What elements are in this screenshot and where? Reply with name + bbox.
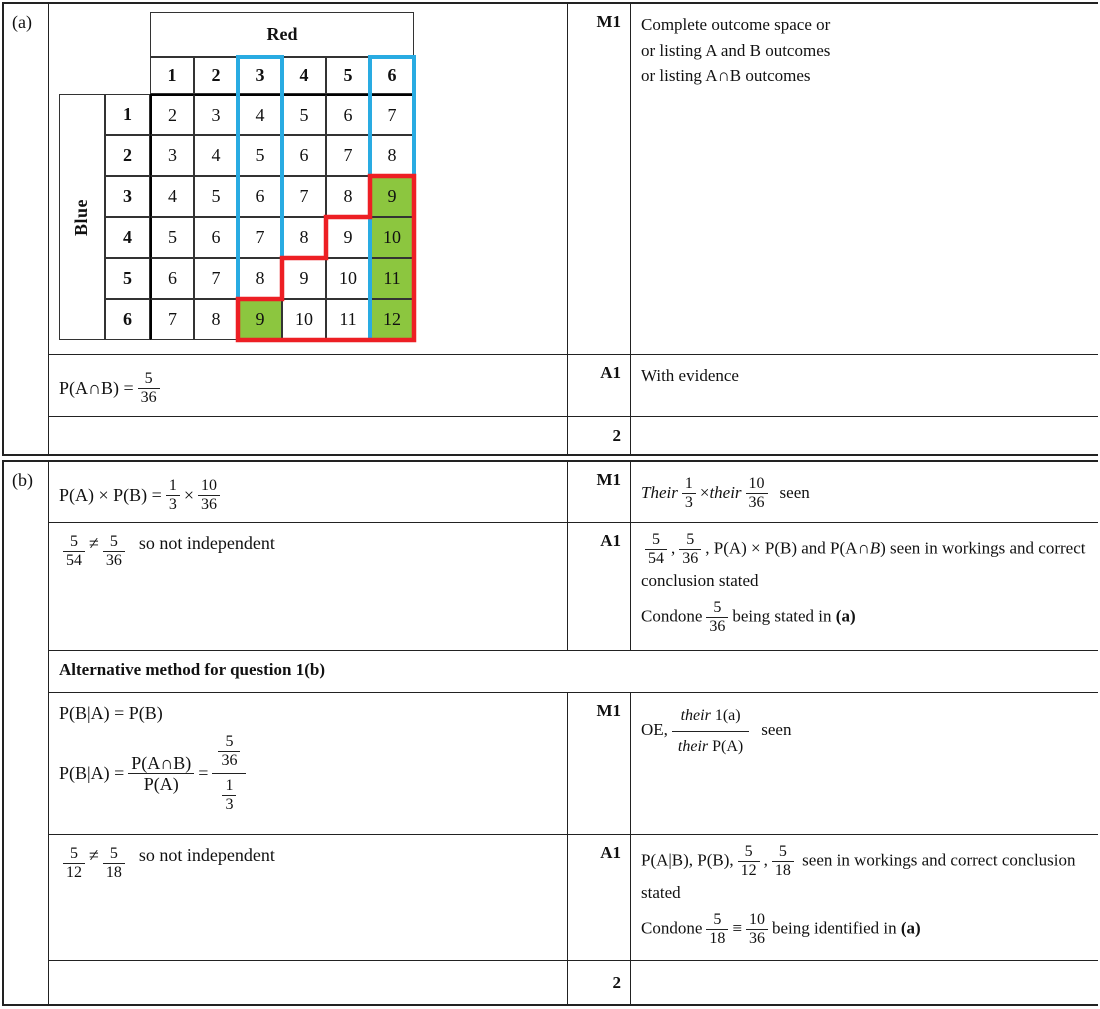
answer-b-conclusion (49, 522, 567, 650)
part-label-a (4, 4, 49, 454)
outcome-cell: 8 (194, 299, 238, 340)
answer-b-empty (49, 960, 567, 1004)
fraction: 5 18 (103, 845, 125, 882)
their-italic: their (709, 483, 742, 503)
oe-text: OE, (641, 720, 668, 739)
conclusion-text: so not independent (138, 845, 275, 865)
equation-lhs: P(B|A) = (59, 762, 125, 783)
alternative-method-title: Alternative method for question 1(b) (59, 660, 325, 679)
not-equal-sign: ≠ (89, 845, 99, 865)
red-col-header: 6 (370, 57, 414, 94)
red-col-header: 5 (326, 57, 370, 94)
mark-label: A1 (600, 363, 621, 382)
outcome-cell: 4 (150, 176, 194, 217)
mark-label: M1 (596, 701, 621, 720)
outcome-cell: 12 (370, 299, 414, 340)
condone-note: Condone $\frac{5}{36}$ being stated in (a) (641, 599, 856, 636)
equation-lhs: P(A∩B) = (59, 378, 134, 398)
equation-line: P(B|A) = P(B) (59, 703, 163, 723)
not-equal-sign: ≠ (89, 533, 99, 553)
outcome-cell: 7 (370, 94, 414, 135)
outcome-cell: 7 (150, 299, 194, 340)
outcome-table (59, 12, 415, 342)
mark-b-alt-a1 (567, 834, 631, 960)
outcome-cell: 4 (238, 94, 282, 135)
mark-a-m1 (567, 4, 631, 354)
outcome-grid (59, 12, 415, 340)
comment-b-empty (631, 960, 1098, 1004)
mark-label: A1 (600, 531, 621, 550)
fraction: 5 36 (103, 533, 125, 570)
outcome-cell: 6 (238, 176, 282, 217)
fraction: 5 12 (63, 845, 85, 882)
outcome-cell: 9 (370, 176, 414, 217)
outcome-cell: 6 (326, 94, 370, 135)
blue-axis-label (59, 94, 105, 340)
fraction: $\frac{5}{18}$ (772, 843, 794, 880)
comment-text: $\frac{5}{54}$ , $\frac{5}{36}$ , P(A) × P(B) and P(A∩B) seen in workings and correct conclusion stated (641, 531, 1086, 590)
outcome-cell: 7 (282, 176, 326, 217)
blue-axis-label-text: Blue (71, 198, 92, 236)
outcome-cell: 10 (370, 217, 414, 258)
comment-b-m1 (631, 462, 1098, 522)
outcome-cell: 8 (282, 217, 326, 258)
answer-b-alt-conclusion (49, 834, 567, 960)
fraction: $\frac{5}{36}$ (706, 599, 728, 636)
red-col-header: 3 (238, 57, 282, 94)
fraction: $\frac{5}{54}$ (645, 531, 667, 568)
blue-row-header: 5 (105, 258, 150, 299)
equation-lhs: P(A) × P(B) = (59, 484, 162, 505)
equation-line (59, 732, 561, 815)
part-label-b (4, 462, 49, 1004)
comment-b-alt-m1 (631, 692, 1098, 834)
section-b (2, 460, 1098, 1006)
seen-text: seen (779, 483, 810, 503)
fraction: $\frac{5}{36}$ (138, 370, 160, 407)
comment-a-m1 (631, 4, 1098, 354)
conclusion-text: so not independent (138, 533, 275, 553)
comment-text: P(A|B), P(B), $\frac{5}{12}$ , $\frac{5}{18}$ seen in workings and correct conclusion stated (641, 843, 1076, 902)
fraction: $\frac{5}{36}$ (679, 531, 701, 568)
outcome-cell: 6 (194, 217, 238, 258)
fraction: $\frac{10}{36}$ (746, 911, 768, 948)
times-sign: × (183, 484, 194, 505)
nested-fraction: $\frac{\frac{5}{36}}{\frac{1}{3}}$ (212, 732, 246, 815)
red-col-header: 4 (282, 57, 326, 94)
comment-b-a1 (631, 522, 1098, 650)
outcome-cell: 8 (370, 135, 414, 176)
outcome-cell: 9 (282, 258, 326, 299)
comment-line: or listing A and B outcomes (641, 40, 831, 60)
outcome-cell: 4 (194, 135, 238, 176)
mark-a-total (567, 416, 631, 454)
mark-b-a1 (567, 522, 631, 650)
blue-row-header: 2 (105, 135, 150, 176)
blue-row-header: 3 (105, 176, 150, 217)
comment-a-empty (631, 416, 1098, 454)
mark-b-total (567, 960, 631, 1004)
fraction: $\frac{10}{36}$ (198, 477, 220, 514)
fraction: 10 36 (746, 475, 768, 512)
mark-label: M1 (596, 12, 621, 31)
outcome-cell: 6 (282, 135, 326, 176)
outcome-cell: 6 (150, 258, 194, 299)
answer-a-intersection (49, 354, 567, 416)
total-marks: 2 (612, 972, 621, 992)
comment-line: or listing A∩B outcomes (641, 66, 811, 85)
times-sign: × (699, 483, 710, 503)
total-marks: 2 (612, 425, 621, 445)
outcome-cell: 3 (194, 94, 238, 135)
outcome-cell: 9 (238, 299, 282, 340)
blue-row-header: 6 (105, 299, 150, 340)
outcome-cell: 9 (326, 217, 370, 258)
mark-label: A1 (600, 843, 621, 862)
fraction: $\frac{1}{3}$ (166, 477, 180, 514)
outcome-cell: 5 (238, 135, 282, 176)
comment-text: With evidence (641, 366, 739, 385)
part-label-b-text: (b) (12, 470, 33, 490)
outcome-cell: 7 (194, 258, 238, 299)
blue-row-header: 4 (105, 217, 150, 258)
fraction: $\frac{5}{18}$ (706, 911, 728, 948)
mark-a-a1 (567, 354, 631, 416)
their-italic: Their (641, 483, 678, 503)
outcome-cell: 11 (326, 299, 370, 340)
outcome-cell: 7 (326, 135, 370, 176)
outcome-cell: 8 (238, 258, 282, 299)
equals-sign: = (198, 762, 209, 783)
fraction: $\frac{1}{3}$ (682, 475, 696, 512)
mark-b-m1 (567, 462, 631, 522)
red-col-header: 1 (150, 57, 194, 94)
answer-b-alt-m1 (49, 692, 567, 834)
outcome-cell: 5 (194, 176, 238, 217)
answer-a-empty (49, 416, 567, 454)
part-label-a-text: (a) (12, 12, 32, 32)
outcome-cell: 11 (370, 258, 414, 299)
outcome-cell: 10 (282, 299, 326, 340)
mark-b-alt-m1 (567, 692, 631, 834)
outcome-cell: 7 (238, 217, 282, 258)
section-a (2, 2, 1098, 456)
outcome-cell: 3 (150, 135, 194, 176)
comment-a-a1 (631, 354, 1098, 416)
red-col-header: 2 (194, 57, 238, 94)
mark-label: M1 (596, 470, 621, 489)
answer-b-product (49, 462, 567, 522)
comment-b-alt-a1 (631, 834, 1098, 960)
seen-text: seen (761, 720, 792, 739)
outcome-cell: 10 (326, 258, 370, 299)
fraction: $\frac{5}{12}$ (738, 843, 760, 880)
blue-row-header: 1 (105, 94, 150, 135)
comment-line: Complete outcome space or (641, 15, 831, 34)
fraction: 5 54 (63, 533, 85, 570)
their-fraction: their 1(a) their P(A) (672, 703, 749, 760)
outcome-cell: 5 (150, 217, 194, 258)
red-axis-label: Red (150, 12, 414, 57)
outcome-cell: 8 (326, 176, 370, 217)
outcome-space-answer-cell (49, 4, 567, 354)
alternative-method-header (49, 650, 1098, 692)
condone-note: Condone $\frac{5}{18}$ ≡ $\frac{10}{36}$ being identified in (a) (641, 911, 921, 948)
fraction: $\frac{P(A\cap B)}{P(A)}$ (128, 753, 194, 794)
outcome-cell: 2 (150, 94, 194, 135)
outcome-cell: 5 (282, 94, 326, 135)
